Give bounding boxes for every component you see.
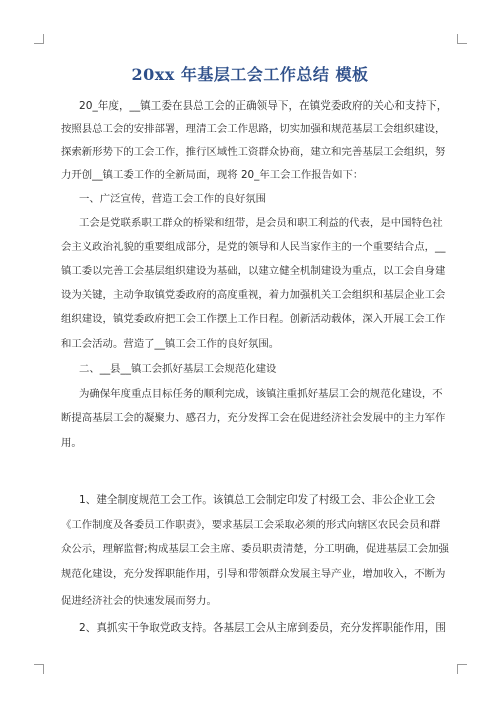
text-line: 工会是党联系职工群众的桥梁和纽带，是会员和职工利益的代表，是中国特色社: [79, 217, 443, 229]
text-line: 镇工委以完善工会基层组织建设为基础，以建立健全机制建设为重点，以工会自身建: [61, 265, 446, 277]
text-line: 组织建设，镇党委政府把工会工作摆上工作日程。创新活动载体，深入开展工会工作: [61, 313, 446, 325]
crop-mark-bottom-right: [457, 664, 467, 674]
text-line: 众公示，理解监督;构成基层工会主席、委员职责清楚，分工明确，促进基层工会加强: [61, 543, 449, 555]
text-line: 规范化建设，充分发挥职能作用，引导和带领群众发展主导产业，增加收入，不断为: [61, 568, 446, 580]
text-line: 力开创__镇工委工作的全新局面，现将 20_年工会工作报告如下：: [61, 169, 364, 181]
text-line: 促进经济社会的快速发展而努力。: [61, 595, 217, 607]
crop-mark-top-left: [34, 34, 44, 44]
text-line: 会主义政治礼貌的重要组成部分，是党的领导和人民当家作主的一个重要结合点，__: [61, 241, 446, 253]
text-line: 1、建全制度规范工会工作。该镇总工会制定印发了村级工会、非公企业工会: [79, 494, 436, 506]
section-heading: 二、__县__镇工会抓好基层工会规范化建设: [79, 363, 277, 375]
crop-mark-bottom-left: [34, 664, 44, 674]
section-heading: 一、广泛宣传，营造工会工作的良好氛围: [79, 193, 267, 205]
text-line: 按照县总工会的安排部署，理清工会工作思路，切实加强和规范基层工会组织建设，: [61, 123, 446, 135]
text-line: 和工会活动。营造了__镇工会工作的良好氛围。: [61, 338, 280, 350]
text-line: 设为关键，主动争取镇党委政府的高度重视，着力加强机关工会组织和基层企业工会: [61, 289, 446, 301]
text-line: 20_年度，__镇工委在县总工会的正确领导下，在镇党委政府的关心和支持下，: [79, 100, 448, 112]
text-line: 《工作制度及各委员工作职责》，要求基层工会采取必须的形式向辖区农民会员和群: [61, 519, 441, 531]
document-title: 20xx 年基层工会工作总结 模板: [131, 65, 369, 84]
text-line: 2、真抓实干争取党政支持。各基层工会从主席到委员，充分发挥职能作用，围: [79, 622, 446, 634]
text-line: 为确保年度重点目标任务的顺利完成，该镇注重抓好基层工会的规范化建设，不: [79, 388, 443, 400]
crop-mark-top-right: [457, 34, 467, 44]
text-line: 探索新形势下的工会工作，推行区域性工资群众协商，建立和完善基层工会组织，努: [61, 146, 446, 158]
text-line: 断提高基层工会的凝聚力、感召力，充分发挥工会在促进经济社会发展中的主力军作: [61, 412, 446, 424]
text-line: 用。: [61, 437, 82, 449]
